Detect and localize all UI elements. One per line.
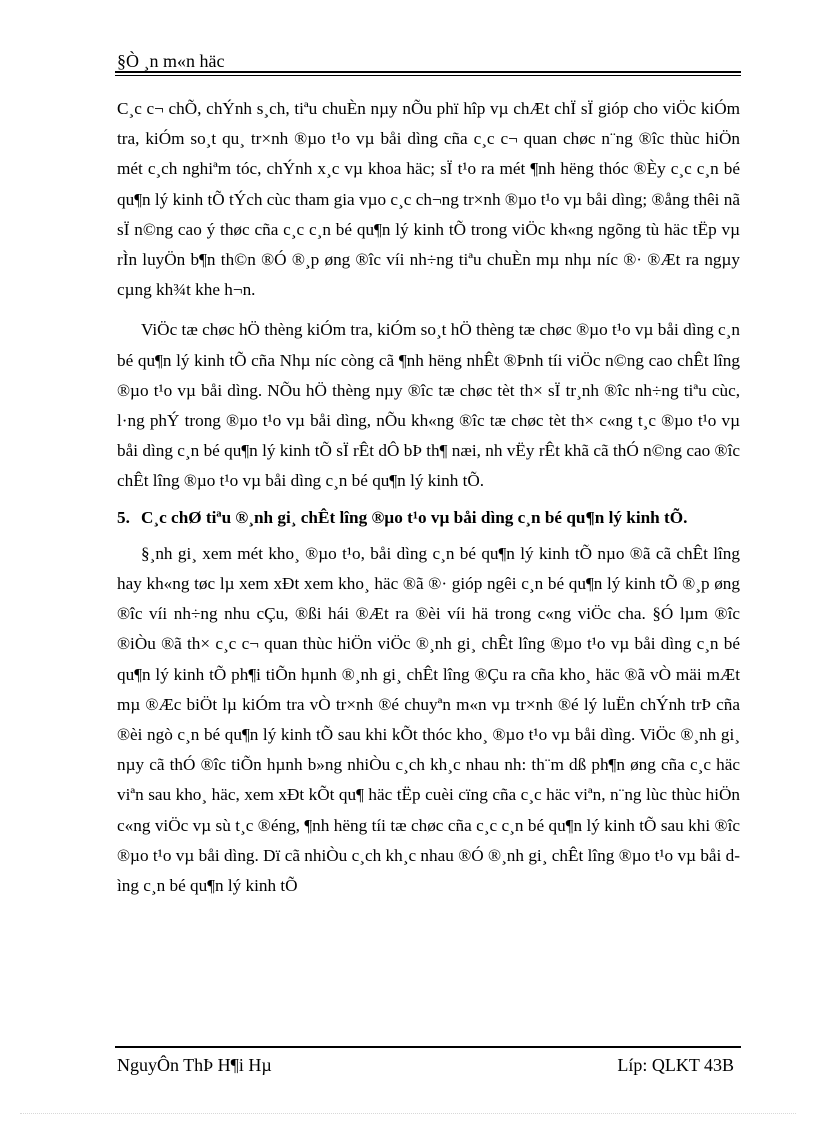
page-header-title: §Ò ¸n m«n häc (117, 51, 225, 71)
paragraph-1: C¸c c¬ chÕ, chÝnh s¸ch, tiªu chuÈn nµy nÕu phï hîp vµ chÆt chÏ sÏ gióp cho viÖc kiÓm tra, kiÓm so¸t qu¸ tr×nh ®µo t¹o vµ båi dìng cña c¸c c¬ quan chøc n¨ng ®îc thùc hiÖn mét c¸ch nghiªm tóc, chÝnh x¸c vµ khoa häc; sÏ t¹o ra mét ¶nh hëng thóc ®Èy c¸c c¸n bé qu¶n lý kinh tÕ tÝch cùc tham gia vµo c¸c ch¬ng tr×nh ®µo t¹o vµ båi dìng; ®ång thêi nã sÏ n©ng cao ý thøc cña c¸c c¸n bé qu¶n lý kinh tÕ trong viÖc kh«ng ngõng tù häc tËp vµ rÌn luyÖn b¶n th©n ®Ó ®¸p øng ®îc víi nh÷ng tiªu chuÈn mµ nhµ níc ®· ®Æt ra ngµy cµng kh¾t khe h¬n. (117, 99, 740, 300)
footer-rule (115, 1046, 741, 1048)
header-rule (115, 71, 741, 73)
paragraph-3: §¸nh gi¸ xem mét kho¸ ®µo t¹o, båi dìng c¸n bé qu¶n lý kinh tÕ nµo ®ã cã chÊt lîng hay kh«ng tøc lµ xem xÐt xem kho¸ häc ®ã ®· gióp ngêi c¸n bé qu¶n lý kinh tÕ ®¸p øng ®îc víi nh÷ng nhu cÇu, ®ßi hái ®Æt ra ®èi víi hä trong c«ng viÖc cha. §Ó lµm ®îc ®iÒu ®ã th× c¸c c¬ quan thùc hiÖn viÖc ®¸nh gi¸ chÊt lîng ®µo t¹o vµ båi dìng c¸n bé qu¶n lý kinh tÕ ph¶i tiÕn hµnh ®¸nh gi¸ chÊt lîng ®Çu ra cña kho¸ häc ®ã vÒ mäi mÆt mµ ®Æc biÖt lµ kiÓm tra vÒ tr×nh ®é chuyªn m«n vµ tr×nh ®é lý luËn chÝnh trÞ cña ®èi ngò c¸n bé qu¶n lý kinh tÕ sau khi kÕt thóc kho¸ ®µo t¹o vµ båi dìng. ViÖc ®¸nh gi¸ nµy cã thÓ ®îc tiÕn hµnh b»ng nhiÒu c¸ch kh¸c nhau nh: th¨m dß ph¶n øng cña c¸c häc viªn sau kho¸ häc, xem xÐt kÕt qu¶ häc tËp cuèi cïng cña c¸c häc viªn, n¨ng lùc thùc hiÖn c«ng viÖc vµ sù t¸c ®éng, ¶nh hëng tíi tæ chøc cña c¸c c¸n bé qu¶n lý kinh tÕ sau khi ®îc ®µo t¹o vµ båi dìng. Dï cã nhiÒu c¸ch kh¸c nhau ®Ó ®¸nh gi¸ chÊt lîng ®µo t¹o vµ båi dìng c¸n bé qu¶n lý kinh tÕ (117, 543, 740, 896)
footer-class: Líp: QLKT 43B (617, 1055, 734, 1075)
document-body (117, 94, 740, 901)
page-bottom-edge (20, 1113, 796, 1114)
section-number: 5. (117, 507, 130, 527)
header-rule-thin (115, 75, 741, 76)
footer-author: NguyÔn ThÞ H¶i Hµ (117, 1055, 272, 1075)
section-heading-text: C¸c chØ tiªu ®¸nh gi¸ chÊt lîng ®µo t¹o vµ båi dìng c¸n bé qu¶n lý kinh tÕ. (141, 507, 688, 527)
section-heading (117, 503, 740, 533)
paragraph-2: ViÖc tæ chøc hÖ thèng kiÓm tra, kiÓm so¸t hÖ thèng tæ chøc ®µo t¹o vµ båi dìng c¸n bé qu¶n lý kinh tÕ cña Nhµ níc còng cã ¶nh hëng nhÊt ®Þnh tíi viÖc n©ng cao chÊt lîng ®µo t¹o vµ båi dìng. NÕu hÖ thèng nµy ®îc tæ chøc tèt th× sÏ tr¸nh ®îc nh÷ng tiªu cùc, l·ng phÝ trong ®µo t¹o vµ båi dìng, nÕu kh«ng ®îc tæ chøc tèt th× c«ng t¸c ®µo t¹o vµ båi dìng c¸n bé qu¶n lý kinh tÕ sÏ rÊt dÔ bÞ th¶ næi, nh vËy rÊt khã cã thÓ n©ng cao ®îc chÊt lîng ®µo t¹o vµ båi dìng c¸n bé qu¶n lý kinh tÕ. (117, 320, 740, 491)
